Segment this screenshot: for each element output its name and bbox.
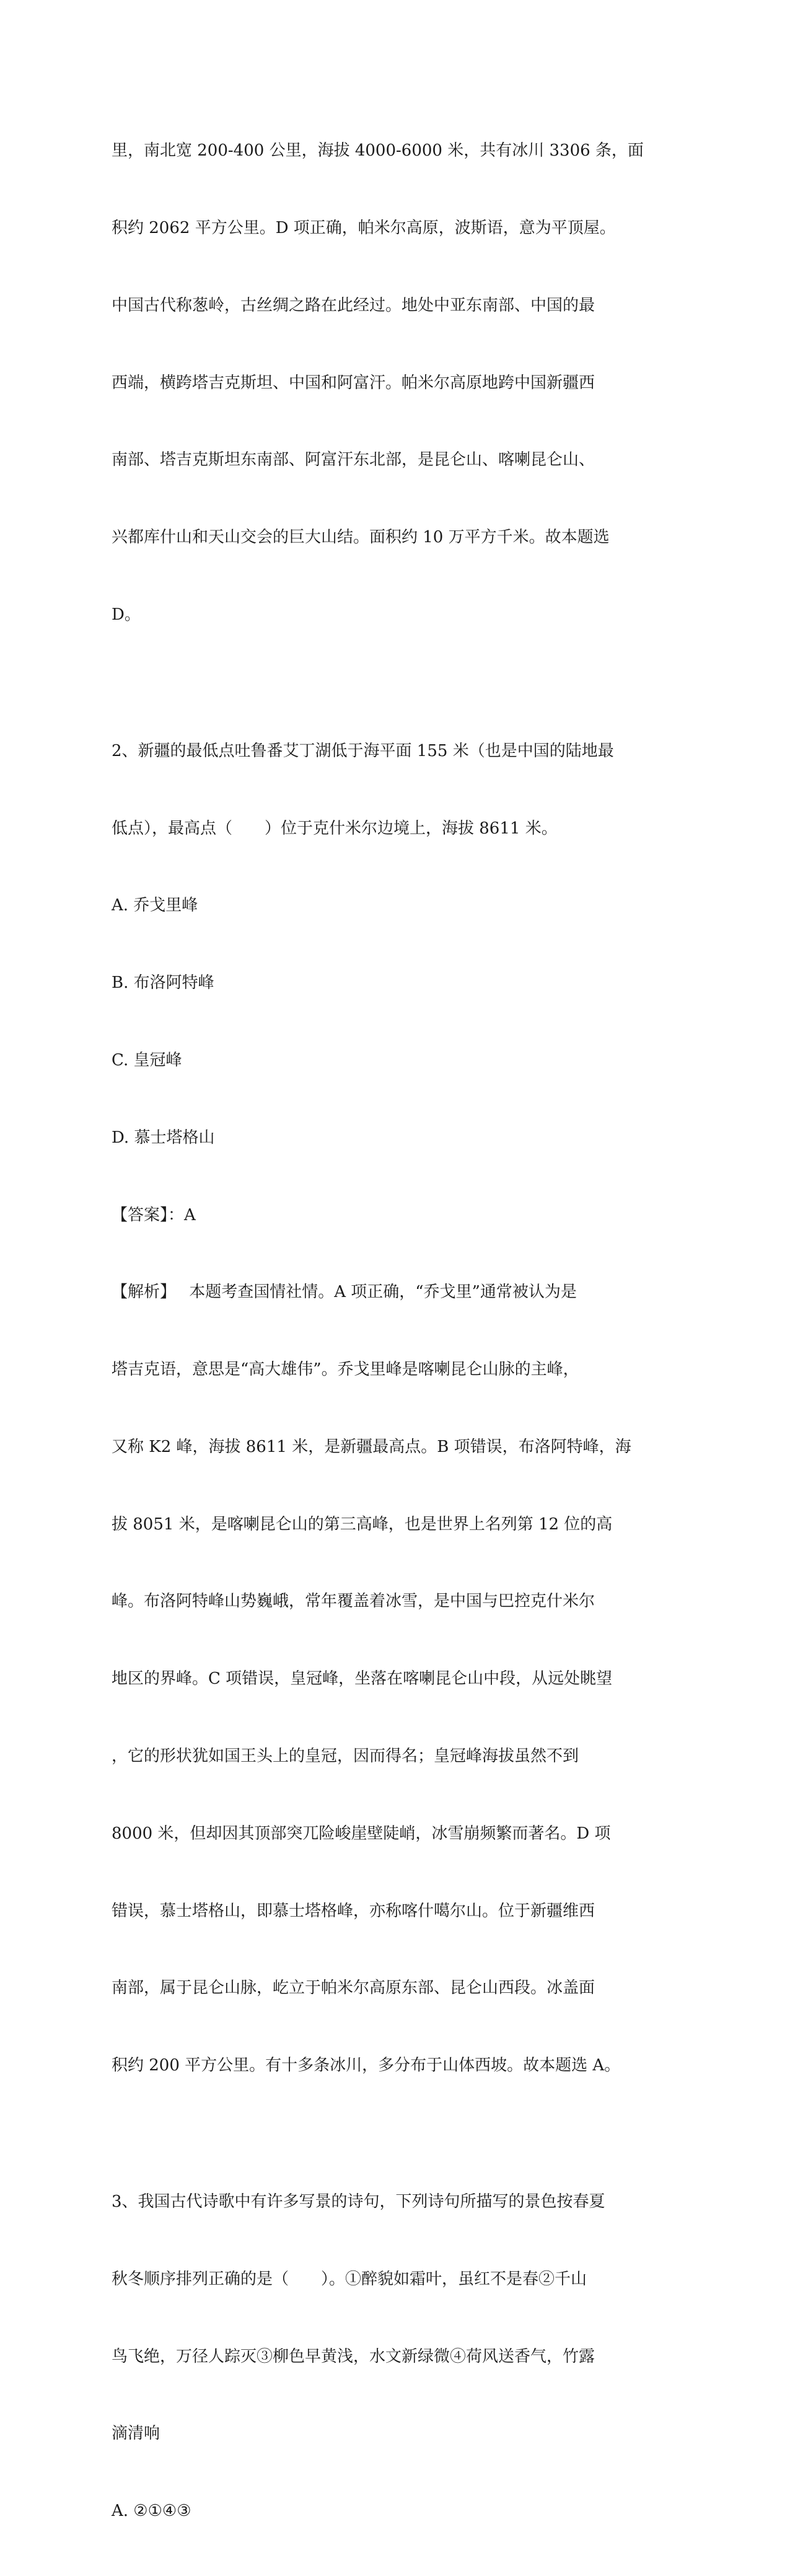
question-stem: 低点），最高点（ ）位于克什米尔边境上，海拔 8611 米。 — [112, 819, 558, 838]
text-line: 兴都库什山和天山交会的巨大山结。面积约 10 万平方千米。故本题选 — [112, 528, 610, 547]
question-stem: 滴清响 — [112, 2424, 160, 2443]
text-line: 积约 2062 平方公里。D 项正确，帕米尔高原，波斯语，意为平顶屋。 — [112, 218, 616, 237]
text-line: 南部、塔吉克斯坦东南部、阿富汗东北部，是昆仑山、喀喇昆仑山、 — [112, 451, 595, 470]
question-stem: 秋冬顺序排列正确的是（ ）。①醉貌如霜叶，虽红不是春②千山 — [112, 2269, 587, 2288]
analysis-line: 错误，慕士塔格山，即慕士塔格峰，亦称喀什噶尔山。位于新疆维西 — [112, 1901, 595, 1920]
question-stem: 3、我国古代诗歌中有许多写景的诗句，下列诗句所描写的景色按春夏 — [112, 2192, 605, 2212]
option-b: B. 布洛阿特峰 — [112, 974, 214, 993]
analysis-line: 积约 200 平方公里。有十多条冰川，多分布于山体西坡。故本题选 A。 — [112, 2056, 621, 2075]
question-stem: 鸟飞绝，万径人踪灭③柳色早黄浅，水文新绿微④荷风送香气，竹露 — [112, 2347, 595, 2366]
analysis-line: 南部，属于昆仑山脉，屹立于帕米尔高原东部、昆仑山西段。冰盖面 — [112, 1979, 595, 1998]
analysis-line: 又称 K2 峰，海拔 8611 米，是新疆最高点。B 项错误，布洛阿特峰，海 — [112, 1437, 631, 1456]
analysis-line: 8000 米，但却因其顶部突兀险峻崖壁陡峭，冰雪崩频繁而著名。D 项 — [112, 1824, 611, 1843]
question-stem: 2、新疆的最低点吐鲁番艾丁湖低于海平面 155 米（也是中国的陆地最 — [112, 741, 614, 760]
document-page — [112, 87, 644, 2576]
answer-line: 【答案】：A — [112, 1205, 196, 1224]
analysis-line: 拔 8051 米，是喀喇昆仑山的第三高峰，也是世界上名列第 12 位的高 — [112, 1514, 613, 1534]
analysis-line: 塔吉克语，意思是“高大雄伟”。乔戈里峰是喀喇昆仑山脉的主峰， — [112, 1360, 579, 1379]
text-line: 西端，横跨塔吉克斯坦、中国和阿富汗。帕米尔高原地跨中国新疆西 — [112, 373, 595, 392]
analysis-line: 【解析】 本题考查国情社情。A 项正确，“乔戈里”通常被认为是 — [112, 1283, 577, 1302]
paragraph-previous-analysis — [112, 87, 644, 680]
question-3 — [112, 2138, 638, 2576]
question-2 — [112, 687, 638, 2130]
analysis-line: ，它的形状犹如国王头上的皇冠，因而得名；皇冠峰海拔虽然不到 — [112, 1747, 579, 1765]
analysis-line: 地区的界峰。C 项错误，皇冠峰，坐落在喀喇昆仑山中段，从远处眺望 — [112, 1669, 613, 1689]
text-line: D。 — [112, 605, 141, 624]
option-c: C. 皇冠峰 — [112, 1050, 182, 1070]
text-line: 中国古代称葱岭，古丝绸之路在此经过。地处中亚东南部、中国的最 — [112, 296, 595, 315]
text-line: 里，南北宽 200-400 公里，海拔 4000-6000 米，共有冰川 3306 条，面 — [112, 141, 644, 160]
option-d: D. 慕士塔格山 — [112, 1128, 215, 1147]
option-a: A. 乔戈里峰 — [112, 896, 198, 915]
analysis-line: 峰。布洛阿特峰山势巍峨，常年覆盖着冰雪，是中国与巴控克什米尔 — [112, 1592, 595, 1611]
option-a: A. ②①④③ — [112, 2502, 191, 2521]
